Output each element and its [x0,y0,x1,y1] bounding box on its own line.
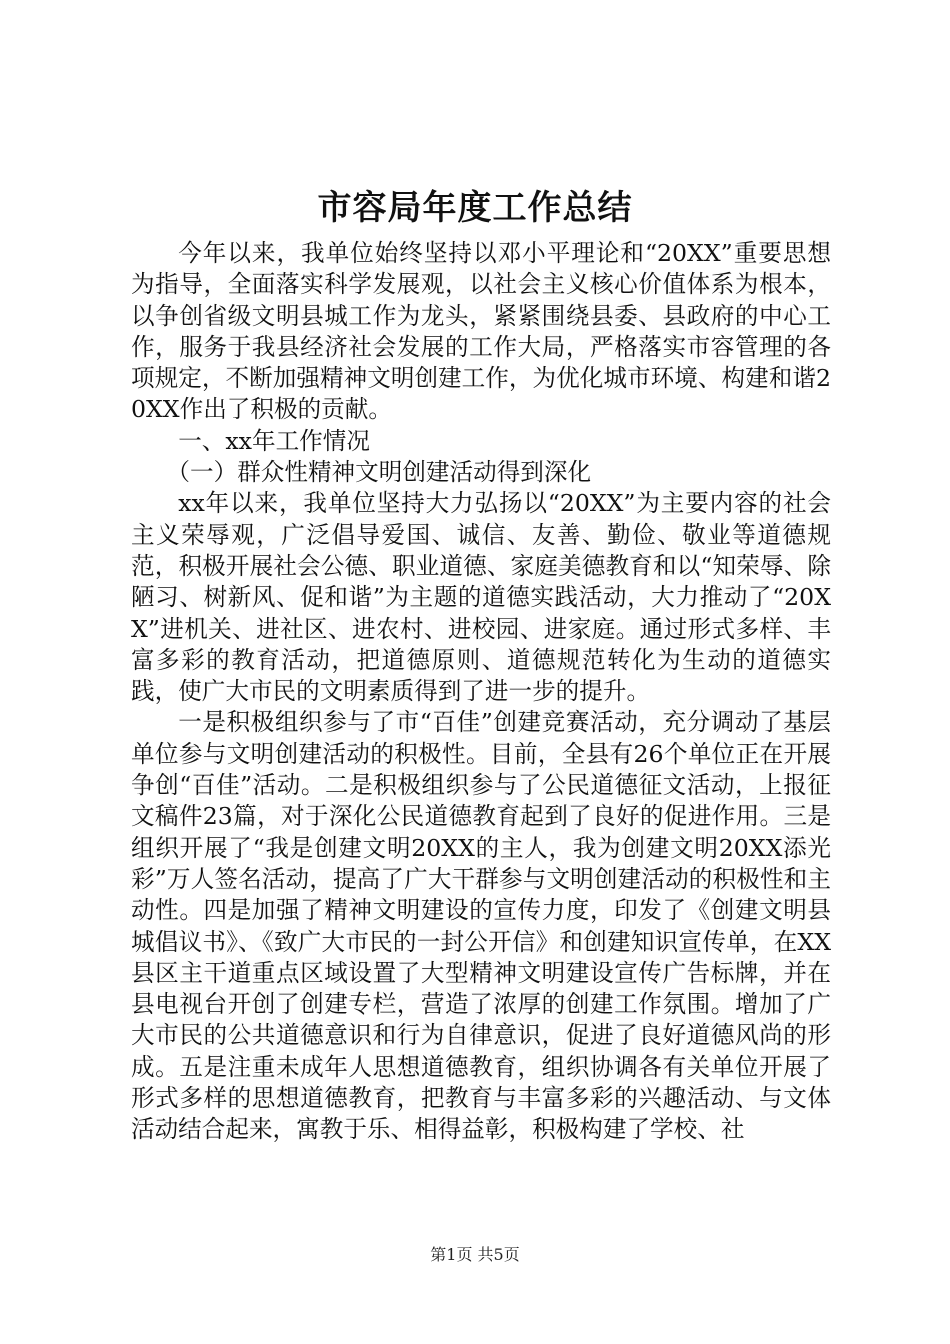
body-paragraph: xx年以来，我单位坚持大力弘扬以“20XX”为主要内容的社会主义荣辱观，广泛倡导爱国、诚信、友善、勤俭、敬业等道德规范，积极开展社会公德、职业道德、家庭美德教育和以“知荣辱、除陋习、树新风、促和谐”为主题的道德实践活动，大力推动了“20XX”进机关、进社区、进农村、进校园、进家庭。通过形式多样、丰富多彩的教育活动，把道德原则、道德规范转化为生动的道德实践，使广大市民的文明素质得到了进一步的提升。 [131,489,831,706]
intro-paragraph: 今年以来，我单位始终坚持以邓小平理论和“20XX”重要思想为指导，全面落实科学发展观，以社会主义核心价值体系为根本，以争创省级文明县城工作为龙头，紧紧围绕县委、县政府的中心工作，服务于我县经济社会发展的工作大局，严格落实市容管理的各项规定，不断加强精神文明创建工作，为优化城市环境、构建和谐20XX作出了积极的贡献。 [131,239,831,424]
document-title: 市容局年度工作总结 [317,188,633,228]
section-heading: 一、xx年工作情况 [178,426,370,455]
subsection-heading: （一）群众性精神文明创建活动得到深化 [166,458,592,487]
document-body [131,238,831,1146]
page-footer: 第1页 共5页 [430,1245,520,1264]
body-paragraph: 一是积极组织参与了市“百佳”创建竞赛活动，充分调动了基层单位参与文明创建活动的积极性。目前，全县有26个单位正在开展争创“百佳”活动。二是积极组织参与了公民道德征文活动，上报征文稿件23篇，对于深化公民道德教育起到了良好的促进作用。三是组织开展了“我是创建文明20XX的主人，我为创建文明20XX添光彩”万人签名活动，提高了广大干群参与文明创建活动的积极性和主动性。四是加强了精神文明建设的宣传力度，印发了《创建文明县城倡议书》、《致广大市民的一封公开信》和创建知识宣传单，在XX县区主干道重点区域设置了大型精神文明建设宣传广告标牌，并在县电视台开创了创建专栏，营造了浓厚的创建工作氛围。增加了广大市民的公共道德意识和行为自律意识，促进了良好道德风尚的形成。五是注重未成年人思想道德教育，组织协调各有关单位开展了形式多样的思想道德教育，把教育与丰富多彩的兴趣活动、与文体活动结合起来，寓教于乐、相得益彰，积极构建了学校、社 [131,708,831,1144]
